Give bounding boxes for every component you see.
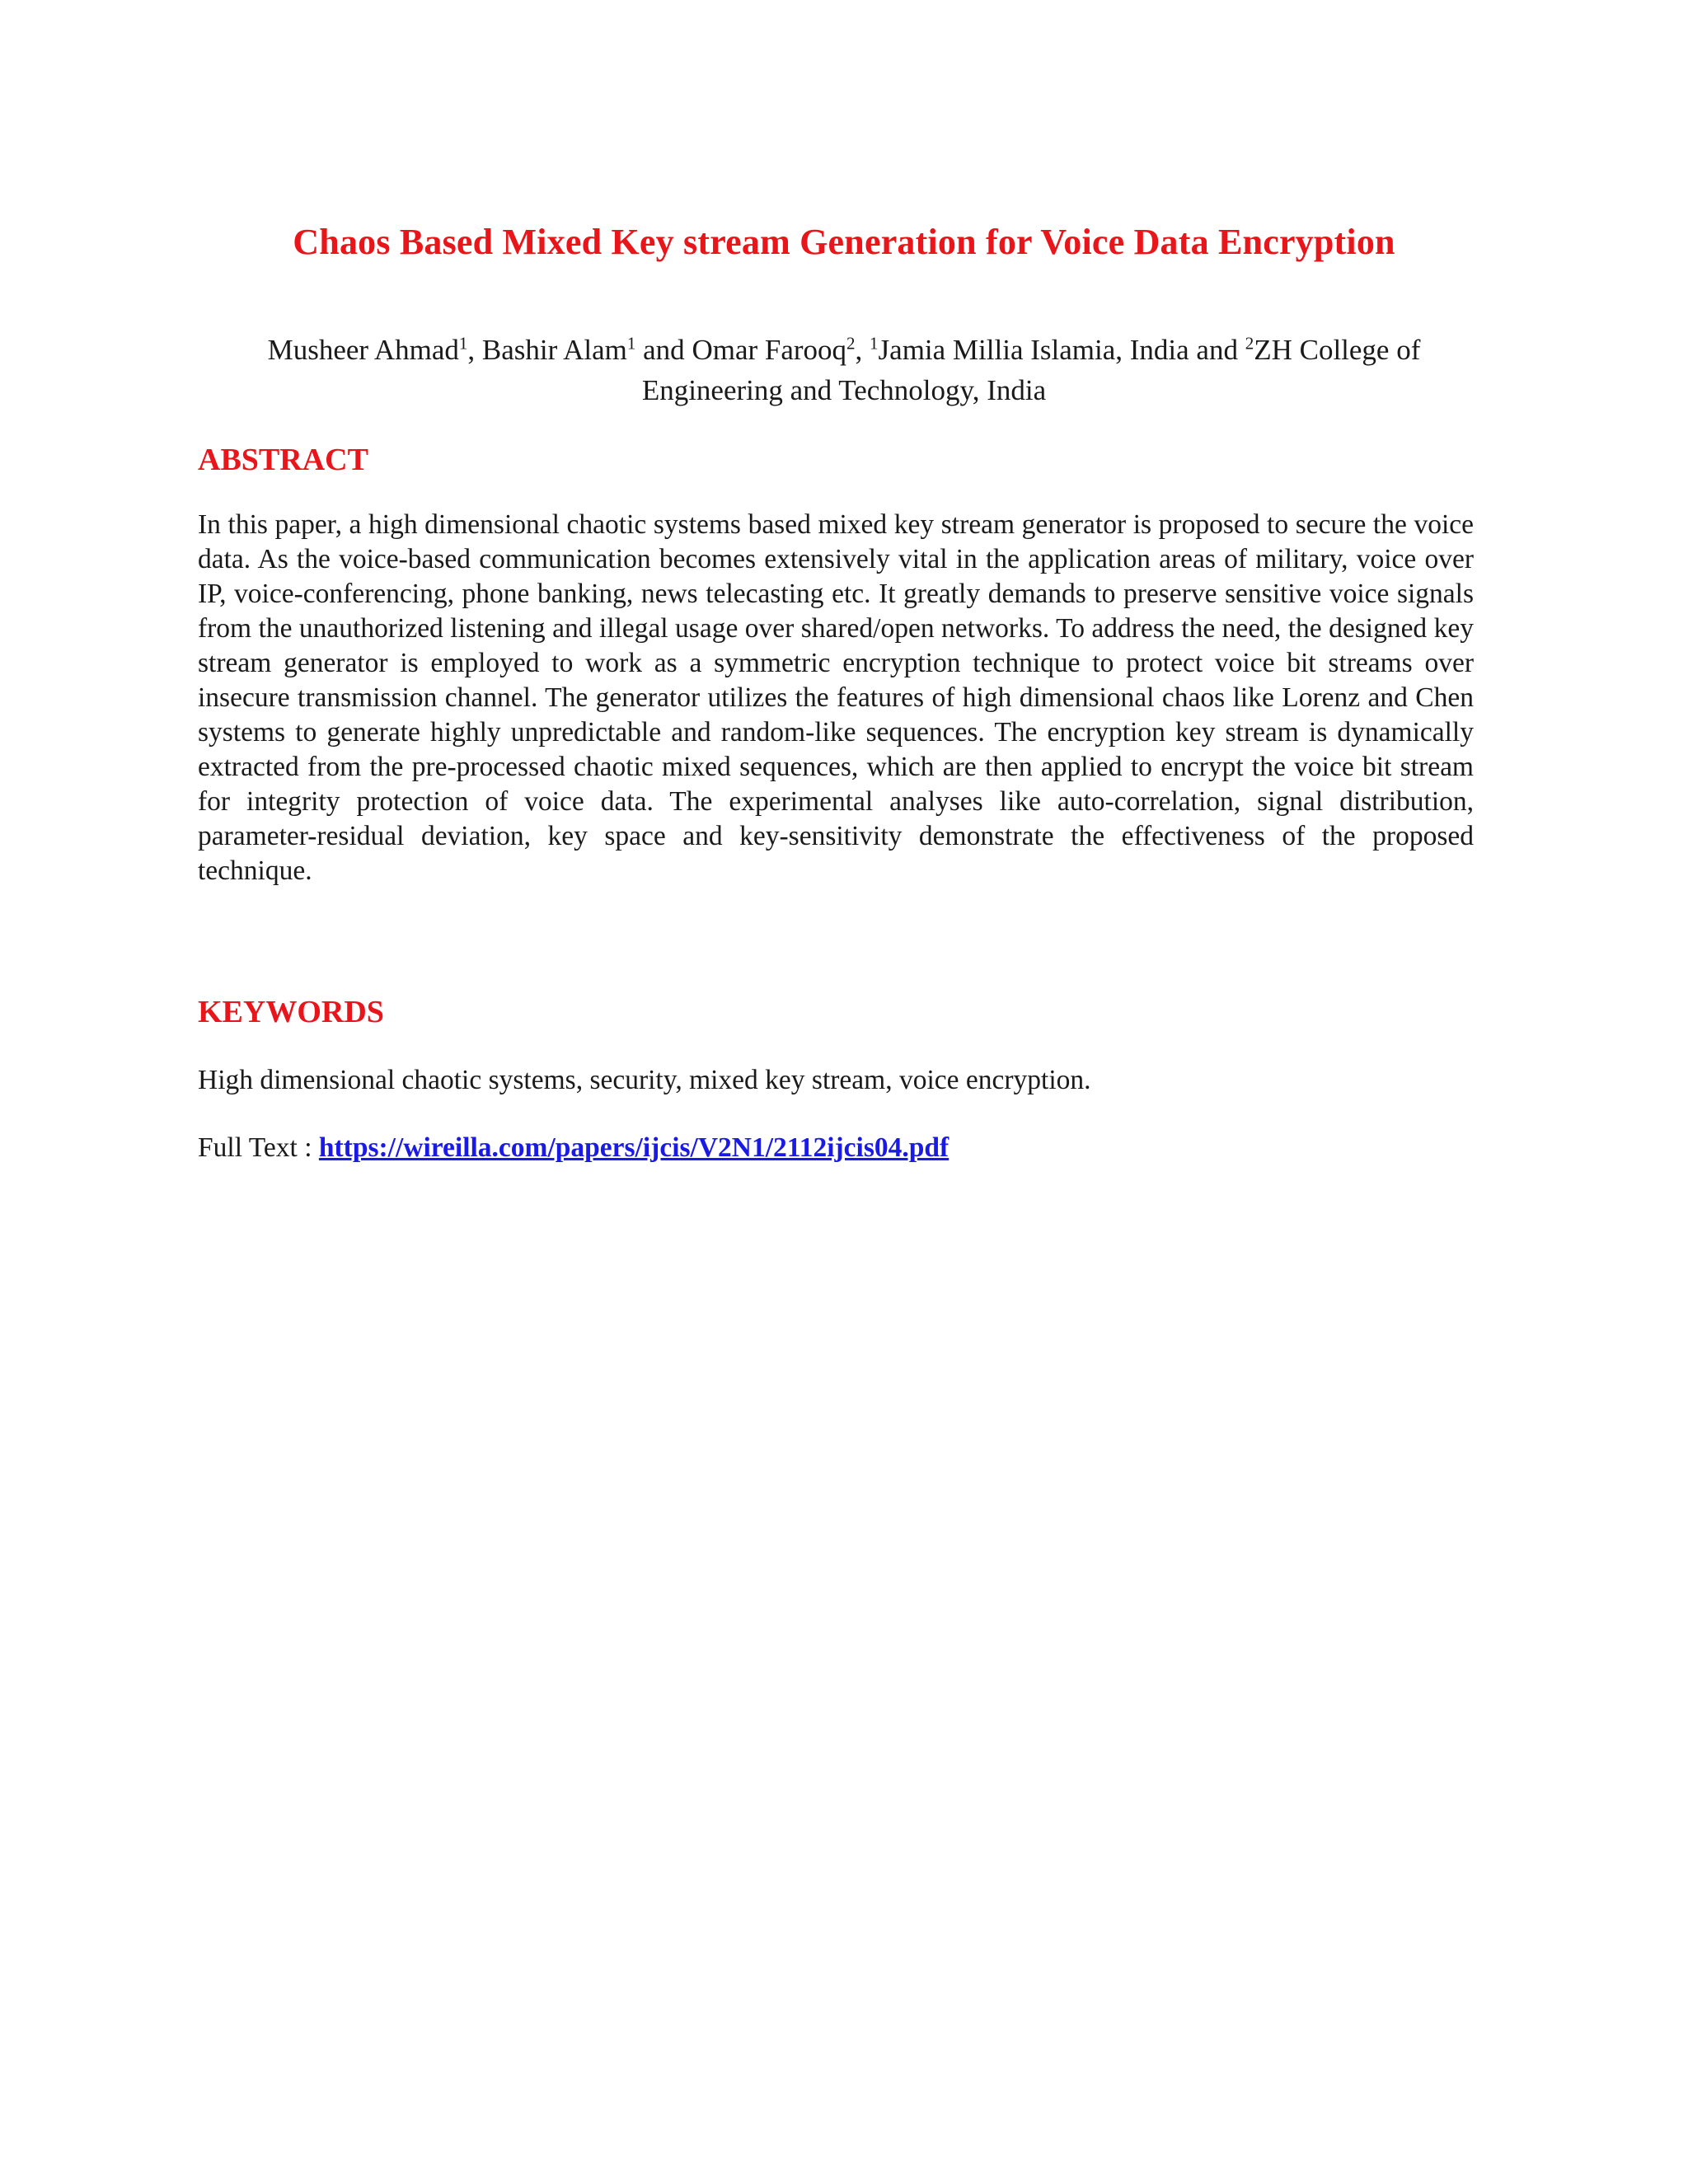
author-affiliation-sup: 1 (458, 333, 468, 354)
author-separator: , (855, 334, 870, 366)
author-separator: and (635, 334, 692, 366)
affiliation-sup: 1 (870, 333, 879, 354)
abstract-text: In this paper, a high dimensional chaotic systems based mixed key stream generator is proposed to secure the voice data. As the voice-based communication becomes extensively vital in the application areas of military, voice over IP, voice-conferencing, phone banking, news telecasting etc. It greatly demands to preserve sensitive voice signals from the unauthorized listening and illegal usage over shared/open networks. To address the need, the designed key stream generator is employed to work as a symmetric encryption technique to protect voice bit streams over insecure transmission channel. The generator utilizes the features of high dimensional chaos like Lorenz and Chen systems to generate highly unpredictable and random-like sequences. The encryption key stream is dynamically extracted from the pre-processed chaotic mixed sequences, which are then applied to encrypt the voice bit stream for integrity protection of voice data. The experimental analyses like auto-correlation, signal distribution, parameter-residual deviation, key space and key-sensitivity demonstrate the effectiveness of the proposed technique. (198, 509, 1474, 886)
author-separator: , (467, 334, 482, 366)
author-affiliation-sup: 2 (846, 333, 856, 354)
affiliation-text: Jamia Millia Islamia, India and (878, 334, 1245, 366)
affiliation-sup: 2 (1245, 333, 1254, 354)
abstract-heading: ABSTRACT (198, 443, 368, 477)
full-text-link[interactable]: https://wireilla.com/papers/ijcis/V2N1/2112ijcis04.pdf (318, 1132, 950, 1163)
author-name: Omar Farooq (692, 334, 847, 366)
full-text-line (198, 1131, 1484, 1165)
author-name: Musheer Ahmad (267, 334, 459, 366)
paper-title: Chaos Based Mixed Key stream Generation for Voice Data Encryption (293, 222, 1395, 262)
keywords-text: High dimensional chaotic systems, security, mixed key stream, voice encryption. (198, 1065, 1091, 1095)
author-affiliation-sup: 1 (626, 333, 636, 354)
full-text-label: Full Text : (198, 1132, 319, 1163)
keywords-heading: KEYWORDS (198, 995, 384, 1029)
affiliation-text: ZH College of Engineering and Technology, India (641, 334, 1421, 406)
author-name: Bashir Alam (481, 334, 627, 366)
author-block (198, 330, 1490, 410)
